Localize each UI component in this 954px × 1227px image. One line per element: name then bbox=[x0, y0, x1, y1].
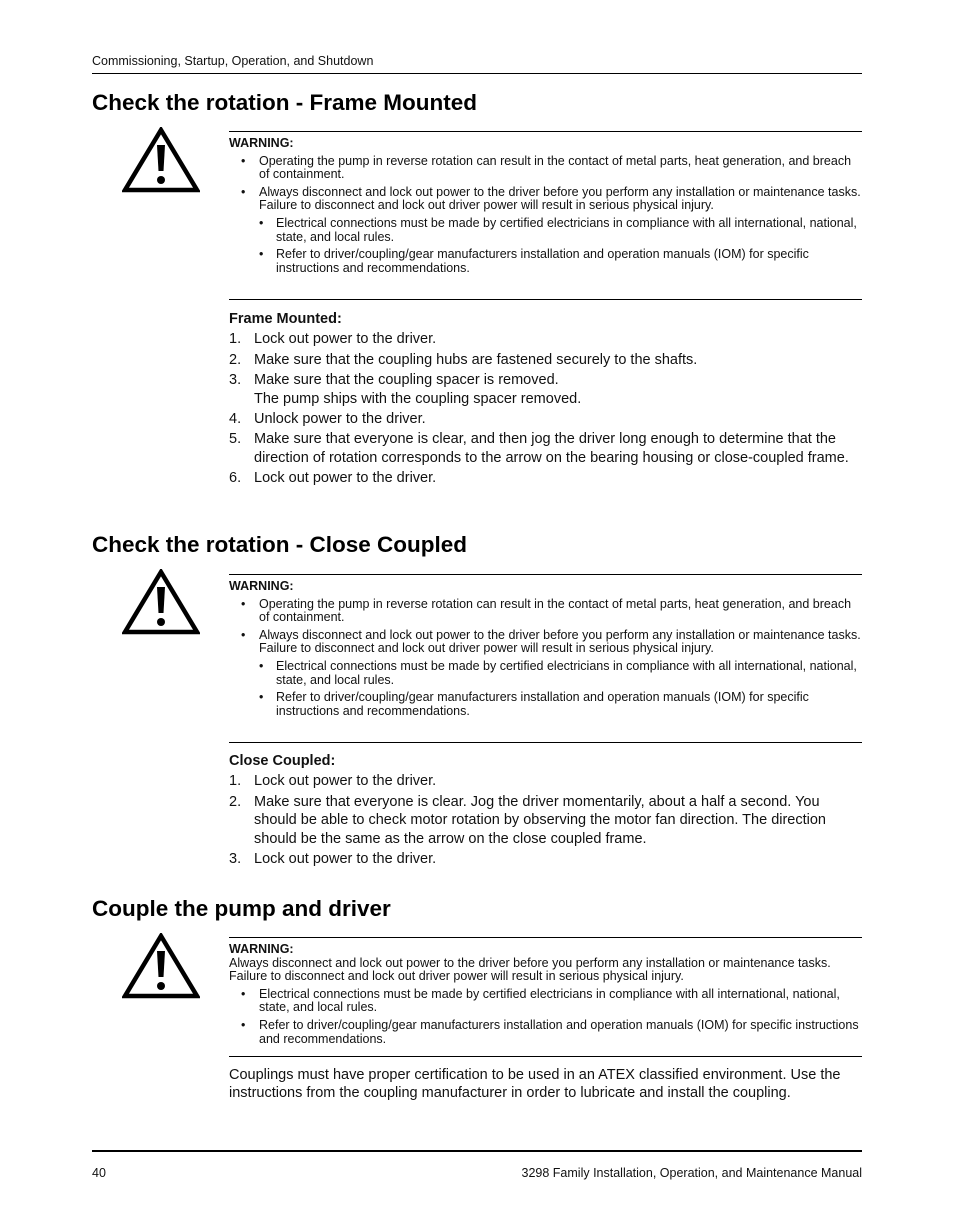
warning-bullet: • Refer to driver/coupling/gear manufacturers installation and operation manuals (IOM) for specific instructions and recommendations. bbox=[241, 1017, 859, 1046]
warning-triangle-icon bbox=[122, 127, 200, 193]
warning-bullet: • Always disconnect and lock out power to the driver before you perform any installation or maintenance tasks. Failure to disconnect and lock out driver power will result in serious physical injury. bbox=[241, 184, 861, 213]
warning-sub-bullet: • Electrical connections must be made by certified electricians in compliance with all international, national, state, and local rules. bbox=[259, 658, 857, 687]
warning-label: WARNING: bbox=[229, 579, 294, 593]
section-title: Check the rotation - Frame Mounted bbox=[92, 90, 478, 115]
warning-intro: Always disconnect and lock out power to the driver before you perform any installation or maintenance tasks. Failure to disconnect and lock out driver power will result in serious physical injury. bbox=[229, 955, 831, 984]
warning-bullet: • Electrical connections must be made by certified electricians in compliance with all international, national, state, and local rules. bbox=[241, 986, 840, 1015]
procedure-title: Frame Mounted: bbox=[229, 311, 342, 327]
warning-bullet: • Operating the pump in reverse rotation can result in the contact of metal parts, heat generation, and breach of containment. bbox=[241, 153, 852, 182]
procedure-close-coupled bbox=[229, 752, 862, 870]
header-rule bbox=[92, 73, 862, 74]
procedure-frame-mounted bbox=[229, 310, 862, 490]
warning-bullet: • Operating the pump in reverse rotation can result in the contact of metal parts, heat generation, and breach of containment. bbox=[241, 596, 852, 625]
manual-page bbox=[92, 0, 862, 1227]
warning-label: WARNING: bbox=[229, 136, 294, 150]
procedure-step: 3. Lock out power to the driver. bbox=[229, 851, 437, 868]
section-frame-mounted bbox=[92, 90, 862, 116]
manual-title: 3298 Family Installation, Operation, and Maintenance Manual bbox=[521, 1166, 862, 1180]
procedure-step: 2. Make sure that the coupling hubs are fastened securely to the shafts. bbox=[229, 351, 698, 368]
section-couple-pump-driver bbox=[92, 896, 862, 922]
procedure-step: 1. Lock out power to the driver. bbox=[229, 773, 437, 790]
section-title: Couple the pump and driver bbox=[92, 896, 391, 921]
warning-box bbox=[229, 131, 862, 300]
footer-rule bbox=[92, 1150, 862, 1152]
coupling-paragraph: Couplings must have proper certification to be used in an ATEX classified environment. Use the instructions from the coupling manufacturer in order to lubricate and install the coupling. bbox=[229, 1067, 841, 1102]
procedure-step: 3. Make sure that the coupling spacer is removed. The pump ships with the coupling spacer removed. bbox=[229, 371, 862, 408]
warning-box bbox=[229, 574, 862, 743]
section-title: Check the rotation - Close Coupled bbox=[92, 532, 468, 557]
section-close-coupled bbox=[92, 532, 862, 558]
page-number: 40 bbox=[92, 1166, 106, 1180]
warning-sub-bullet: • Refer to driver/coupling/gear manufacturers installation and operation manuals (IOM) for specific instructions and recommendations. bbox=[259, 247, 809, 275]
procedure-title: Close Coupled: bbox=[229, 753, 336, 769]
warning-sub-bullet: • Refer to driver/coupling/gear manufacturers installation and operation manuals (IOM) for specific instructions and recommendations. bbox=[259, 690, 809, 718]
warning-box bbox=[229, 937, 862, 1057]
warning-triangle-icon bbox=[122, 569, 200, 635]
running-header: Commissioning, Startup, Operation, and Shutdown bbox=[92, 54, 374, 68]
warning-sub-bullet: • Electrical connections must be made by certified electricians in compliance with all international, national, state, and local rules. bbox=[259, 215, 857, 244]
step-note: The pump ships with the coupling spacer removed. bbox=[254, 390, 582, 407]
warning-triangle-icon bbox=[122, 933, 200, 999]
warning-label: WARNING: bbox=[229, 942, 294, 956]
procedure-step: 6. Lock out power to the driver. bbox=[229, 470, 437, 487]
procedure-step: 2. Make sure that everyone is clear. Jog the driver momentarily, about a half a second. You should be able to check motor rotation by observing the motor fan direction. The direction should be the same as the arrow on the close coupled frame. bbox=[229, 793, 826, 847]
procedure-step: 5. Make sure that everyone is clear, and then jog the driver long enough to determine that the direction of rotation corresponds to the arrow on the bearing housing or close-coupled frame. bbox=[229, 431, 849, 466]
warning-bullet: • Always disconnect and lock out power to the driver before you perform any installation or maintenance tasks. Failure to disconnect and lock out driver power will result in serious physical injury. bbox=[241, 627, 861, 656]
procedure-step: 1. Lock out power to the driver. bbox=[229, 331, 437, 348]
procedure-step: 4. Unlock power to the driver. bbox=[229, 411, 426, 428]
